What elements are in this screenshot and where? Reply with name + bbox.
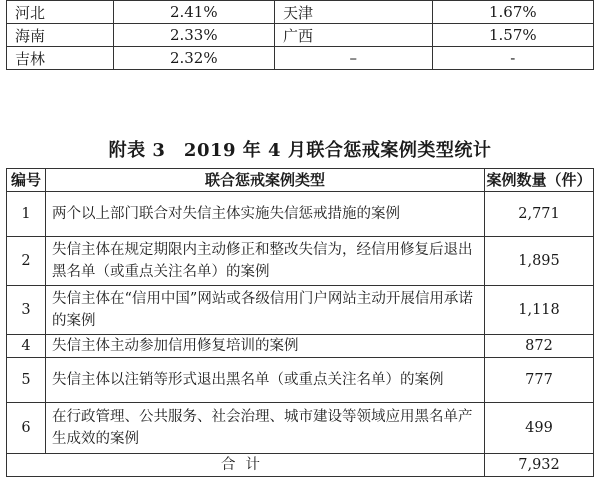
table-row [7, 358, 594, 403]
table-row [7, 286, 594, 335]
region-name: 天津 [274, 1, 432, 24]
table-row [7, 335, 594, 358]
table-header-row [7, 169, 594, 192]
region-name: 广西 [274, 24, 432, 47]
case-type: 在行政管理、公共服务、社会治理、城市建设等领域应用黑名单产生成效的案例 [46, 403, 485, 454]
region-percentage: 2.33% [113, 24, 274, 47]
region-percentage: 2.41% [113, 1, 274, 24]
case-type: 失信主体以注销等形式退出黑名单（或重点关注名单）的案例 [46, 358, 485, 403]
header-count: 案例数量（件） [485, 169, 594, 192]
region-name: 吉林 [7, 47, 114, 70]
case-no: 3 [7, 286, 46, 335]
case-no: 1 [7, 192, 46, 237]
case-no: 6 [7, 403, 46, 454]
case-type: 失信主体主动参加信用修复培训的案例 [46, 335, 485, 358]
header-type: 联合惩戒案例类型 [46, 169, 485, 192]
case-no: 2 [7, 237, 46, 286]
table-row [7, 1, 594, 24]
case-no: 5 [7, 358, 46, 403]
case-type: 失信主体在规定期限内主动修正和整改失信为，经信用修复后退出黑名单（或重点关注名单）的案例 [46, 237, 485, 286]
case-count: 1,118 [485, 286, 594, 335]
case-count: 1,895 [485, 237, 594, 286]
case-count: 872 [485, 335, 594, 358]
table-total-row [7, 454, 594, 477]
case-no: 4 [7, 335, 46, 358]
region-percentage: 1.57% [432, 24, 593, 47]
table-caption: 附表 3 2019 年 4 月联合惩戒案例类型统计 [108, 140, 492, 161]
table-row [7, 47, 594, 70]
case-type-table [6, 168, 594, 477]
table-row [7, 403, 594, 454]
table-row [7, 237, 594, 286]
case-type: 失信主体在“信用中国”网站或各级信用门户网站主动开展信用承诺的案例 [46, 286, 485, 335]
region-percentage: 1.67% [432, 1, 593, 24]
region-name: – [274, 47, 432, 70]
region-name: 海南 [7, 24, 114, 47]
region-percentage-table [6, 0, 594, 70]
region-percentage: - [432, 47, 593, 70]
case-count: 777 [485, 358, 594, 403]
case-type: 两个以上部门联合对失信主体实施失信惩戒措施的案例 [46, 192, 485, 237]
region-name: 河北 [7, 1, 114, 24]
case-count: 2,771 [485, 192, 594, 237]
region-percentage: 2.32% [113, 47, 274, 70]
total-count: 7,932 [485, 454, 594, 477]
total-label: 合计 [7, 454, 485, 477]
case-count: 499 [485, 403, 594, 454]
header-no: 编号 [7, 169, 46, 192]
table-row [7, 24, 594, 47]
table-row [7, 192, 594, 237]
